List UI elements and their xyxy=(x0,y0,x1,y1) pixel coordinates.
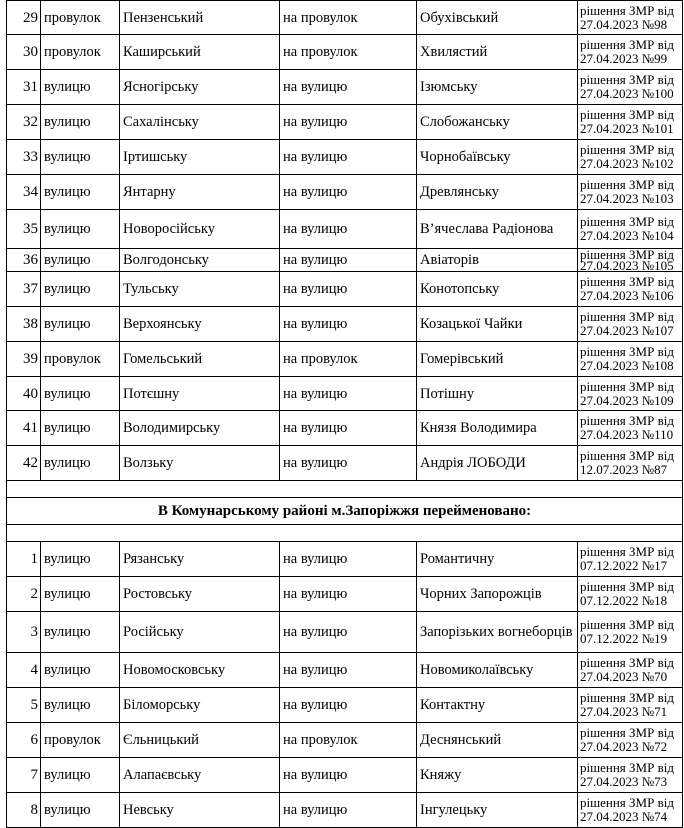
row-number: 31 xyxy=(7,70,41,105)
row-number: 32 xyxy=(7,105,41,140)
object-type: вулицю xyxy=(41,577,120,612)
decision-label: рішення ЗМР від xyxy=(580,690,674,705)
old-name: Єльницький xyxy=(120,723,280,758)
object-type: вулицю xyxy=(41,70,120,105)
object-type: вулицю xyxy=(41,105,120,140)
rename-to: на вулицю xyxy=(280,175,417,210)
rename-to: на провулок xyxy=(280,1,417,35)
row-number: 38 xyxy=(7,307,41,342)
decision-cell xyxy=(578,175,683,210)
decision-label: рішення ЗМР від xyxy=(580,725,674,740)
rename-to: на вулицю xyxy=(280,140,417,175)
new-name: Чорнобаївську xyxy=(417,140,578,175)
old-name: Янтарну xyxy=(120,175,280,210)
decision-date-number: 27.04.2023 №72 xyxy=(580,739,668,754)
row-number: 3 xyxy=(7,612,41,653)
decision-label: рішення ЗМР від xyxy=(580,177,674,192)
decision-cell xyxy=(578,577,683,612)
decision-date-number: 27.04.2023 №100 xyxy=(580,86,674,101)
table-row xyxy=(7,793,683,828)
new-name: Козацької Чайки xyxy=(417,307,578,342)
table-row xyxy=(7,307,683,342)
object-type: вулицю xyxy=(41,210,120,249)
object-type: вулицю xyxy=(41,140,120,175)
row-number: 37 xyxy=(7,272,41,307)
decision-cell xyxy=(578,210,683,249)
old-name: Ростовську xyxy=(120,577,280,612)
decision-label: рішення ЗМР від xyxy=(580,617,674,632)
decision-date-number: 12.07.2023 №87 xyxy=(580,462,668,477)
decision-label: рішення ЗМР від xyxy=(580,448,674,463)
row-number: 8 xyxy=(7,793,41,828)
rename-to: на вулицю xyxy=(280,446,417,481)
old-name: Ясногірську xyxy=(120,70,280,105)
decision-date-number: 27.04.2023 №107 xyxy=(580,323,674,338)
new-name: Конотопську xyxy=(417,272,578,307)
rename-to: на вулицю xyxy=(280,210,417,249)
decision-date-number: 27.04.2023 №110 xyxy=(580,427,674,442)
decision-date-number: 07.12.2022 №19 xyxy=(580,631,668,646)
decision-date-number: 27.04.2023 №74 xyxy=(580,809,668,824)
decision-cell xyxy=(578,793,683,828)
table-body-part2 xyxy=(7,542,683,828)
decision-date-number: 27.04.2023 №71 xyxy=(580,704,668,719)
row-number: 7 xyxy=(7,758,41,793)
object-type: вулицю xyxy=(41,272,120,307)
old-name: Іртишську xyxy=(120,140,280,175)
table-row xyxy=(7,411,683,446)
decision-cell xyxy=(578,1,683,35)
new-name: Романтичну xyxy=(417,542,578,577)
new-name: В’ячеслава Радіонова xyxy=(417,210,578,249)
decision-date-number: 07.12.2022 №17 xyxy=(580,558,668,573)
decision-label: рішення ЗМР від xyxy=(580,579,674,594)
new-name: Запорізьких вогнеборців xyxy=(417,612,578,653)
decision-date-number: 27.04.2023 №101 xyxy=(580,121,674,136)
decision-cell xyxy=(578,272,683,307)
old-name: Алапаєвську xyxy=(120,758,280,793)
renaming-table xyxy=(6,0,683,828)
table-row xyxy=(7,1,683,35)
decision-label: рішення ЗМР від xyxy=(580,2,674,18)
section-block xyxy=(7,481,683,542)
decision-cell xyxy=(578,758,683,793)
decision-cell xyxy=(578,377,683,411)
new-name: Інгулецьку xyxy=(417,793,578,828)
table-row xyxy=(7,175,683,210)
old-name: Новоросійську xyxy=(120,210,280,249)
decision-label: рішення ЗМР від xyxy=(580,344,674,359)
table-row xyxy=(7,653,683,688)
renaming-document xyxy=(6,0,683,828)
decision-cell xyxy=(578,249,683,272)
object-type: вулицю xyxy=(41,612,120,653)
new-name: Авіаторів xyxy=(417,249,578,272)
new-name: Княжу xyxy=(417,758,578,793)
new-name: Потішну xyxy=(417,377,578,411)
rename-to: на вулицю xyxy=(280,612,417,653)
section-title: В Комунарському районі м.Запоріжжя перейменовано: xyxy=(7,498,683,525)
table-row xyxy=(7,105,683,140)
decision-cell xyxy=(578,70,683,105)
decision-label: рішення ЗМР від xyxy=(580,274,674,289)
rename-to: на вулицю xyxy=(280,793,417,828)
decision-cell xyxy=(578,411,683,446)
new-name: Чорних Запорожців xyxy=(417,577,578,612)
decision-cell xyxy=(578,446,683,481)
table-row xyxy=(7,612,683,653)
object-type: провулок xyxy=(41,35,120,70)
object-type: вулицю xyxy=(41,307,120,342)
rename-to: на вулицю xyxy=(280,577,417,612)
decision-date-number: 27.04.2023 №73 xyxy=(580,774,668,789)
table-row xyxy=(7,688,683,723)
blank-row xyxy=(7,525,683,542)
new-name: Князя Володимира xyxy=(417,411,578,446)
decision-label: рішення ЗМР від xyxy=(580,72,674,87)
object-type: вулицю xyxy=(41,793,120,828)
new-name: Гомерівський xyxy=(417,342,578,377)
rename-to: на вулицю xyxy=(280,653,417,688)
row-number: 33 xyxy=(7,140,41,175)
rename-to: на провулок xyxy=(280,723,417,758)
decision-cell xyxy=(578,542,683,577)
rename-to: на вулицю xyxy=(280,411,417,446)
decision-date-number: 27.04.2023 №102 xyxy=(580,156,674,171)
object-type: вулицю xyxy=(41,249,120,272)
object-type: провулок xyxy=(41,723,120,758)
decision-date-number: 27.04.2023 №99 xyxy=(580,51,668,66)
rename-to: на вулицю xyxy=(280,272,417,307)
row-number: 42 xyxy=(7,446,41,481)
decision-date-number: 27.04.2023 №106 xyxy=(580,288,674,303)
old-name: Потєшну xyxy=(120,377,280,411)
old-name: Каширський xyxy=(120,35,280,70)
row-number: 34 xyxy=(7,175,41,210)
old-name: Гомельський xyxy=(120,342,280,377)
decision-cell xyxy=(578,653,683,688)
table-row xyxy=(7,577,683,612)
row-number: 6 xyxy=(7,723,41,758)
decision-label: рішення ЗМР від xyxy=(580,37,674,52)
row-number: 36 xyxy=(7,249,41,272)
table-body-part1 xyxy=(7,1,683,481)
new-name: Андрія ЛОБОДИ xyxy=(417,446,578,481)
row-number: 35 xyxy=(7,210,41,249)
object-type: вулицю xyxy=(41,542,120,577)
row-number: 29 xyxy=(7,1,41,35)
new-name: Деснянський xyxy=(417,723,578,758)
decision-label: рішення ЗМР від xyxy=(580,214,674,229)
decision-cell xyxy=(578,688,683,723)
object-type: вулицю xyxy=(41,411,120,446)
decision-label: рішення ЗМР від xyxy=(580,107,674,122)
new-name: Контактну xyxy=(417,688,578,723)
old-name: Волзьку xyxy=(120,446,280,481)
row-number: 40 xyxy=(7,377,41,411)
old-name: Новомосковську xyxy=(120,653,280,688)
table-row xyxy=(7,249,683,272)
decision-cell xyxy=(578,612,683,653)
decision-date-number: 27.04.2023 №109 xyxy=(580,392,674,408)
decision-date-number: 27.04.2023 №98 xyxy=(580,16,668,32)
blank-row xyxy=(7,481,683,498)
decision-cell xyxy=(578,105,683,140)
rename-to: на вулицю xyxy=(280,377,417,411)
old-name: Володимирську xyxy=(120,411,280,446)
rename-to: на вулицю xyxy=(280,307,417,342)
object-type: вулицю xyxy=(41,688,120,723)
table-row xyxy=(7,210,683,249)
row-number: 39 xyxy=(7,342,41,377)
old-name: Сахалінську xyxy=(120,105,280,140)
decision-label: рішення ЗМР від xyxy=(580,142,674,157)
rename-to: на провулок xyxy=(280,35,417,70)
decision-date-number: 27.04.2023 №105 xyxy=(580,258,674,272)
object-type: вулицю xyxy=(41,377,120,411)
old-name: Невську xyxy=(120,793,280,828)
old-name: Пензенський xyxy=(120,1,280,35)
table-row xyxy=(7,342,683,377)
old-name: Верхоянську xyxy=(120,307,280,342)
table-row xyxy=(7,446,683,481)
table-row xyxy=(7,140,683,175)
new-name: Хвилястий xyxy=(417,35,578,70)
section-row xyxy=(7,498,683,525)
table-row xyxy=(7,542,683,577)
rename-to: на провулок xyxy=(280,342,417,377)
old-name: Біломорську xyxy=(120,688,280,723)
rename-to: на вулицю xyxy=(280,105,417,140)
decision-cell xyxy=(578,307,683,342)
new-name: Ізюмську xyxy=(417,70,578,105)
new-name: Слобожанську xyxy=(417,105,578,140)
table-row xyxy=(7,377,683,411)
old-name: Волгодонську xyxy=(120,249,280,272)
object-type: провулок xyxy=(41,342,120,377)
decision-date-number: 27.04.2023 №70 xyxy=(580,669,668,684)
decision-label: рішення ЗМР від xyxy=(580,248,674,262)
rename-to: на вулицю xyxy=(280,688,417,723)
rename-to: на вулицю xyxy=(280,249,417,272)
decision-label: рішення ЗМР від xyxy=(580,413,674,428)
old-name: Російську xyxy=(120,612,280,653)
object-type: провулок xyxy=(41,1,120,35)
row-number: 2 xyxy=(7,577,41,612)
decision-date-number: 27.04.2023 №108 xyxy=(580,358,674,373)
row-number: 1 xyxy=(7,542,41,577)
object-type: вулицю xyxy=(41,446,120,481)
table-row xyxy=(7,272,683,307)
decision-date-number: 07.12.2022 №18 xyxy=(580,593,668,608)
rename-to: на вулицю xyxy=(280,758,417,793)
object-type: вулицю xyxy=(41,758,120,793)
old-name: Тульську xyxy=(120,272,280,307)
object-type: вулицю xyxy=(41,175,120,210)
decision-date-number: 27.04.2023 №103 xyxy=(580,191,674,206)
row-number: 41 xyxy=(7,411,41,446)
row-number: 4 xyxy=(7,653,41,688)
table-row xyxy=(7,758,683,793)
table-row xyxy=(7,70,683,105)
table-row xyxy=(7,723,683,758)
old-name: Рязанську xyxy=(120,542,280,577)
decision-label: рішення ЗМР від xyxy=(580,760,674,775)
object-type: вулицю xyxy=(41,653,120,688)
decision-cell xyxy=(578,723,683,758)
rename-to: на вулицю xyxy=(280,542,417,577)
rename-to: на вулицю xyxy=(280,70,417,105)
row-number: 30 xyxy=(7,35,41,70)
new-name: Обухівський xyxy=(417,1,578,35)
new-name: Новомиколаївську xyxy=(417,653,578,688)
decision-label: рішення ЗМР від xyxy=(580,309,674,324)
new-name: Древлянську xyxy=(417,175,578,210)
decision-cell xyxy=(578,140,683,175)
decision-cell xyxy=(578,342,683,377)
decision-label: рішення ЗМР від xyxy=(580,655,674,670)
decision-cell xyxy=(578,35,683,70)
decision-label: рішення ЗМР від xyxy=(580,795,674,810)
row-number: 5 xyxy=(7,688,41,723)
decision-label: рішення ЗМР від xyxy=(580,544,674,559)
table-row xyxy=(7,35,683,70)
decision-date-number: 27.04.2023 №104 xyxy=(580,228,674,243)
decision-label: рішення ЗМР від xyxy=(580,378,674,394)
